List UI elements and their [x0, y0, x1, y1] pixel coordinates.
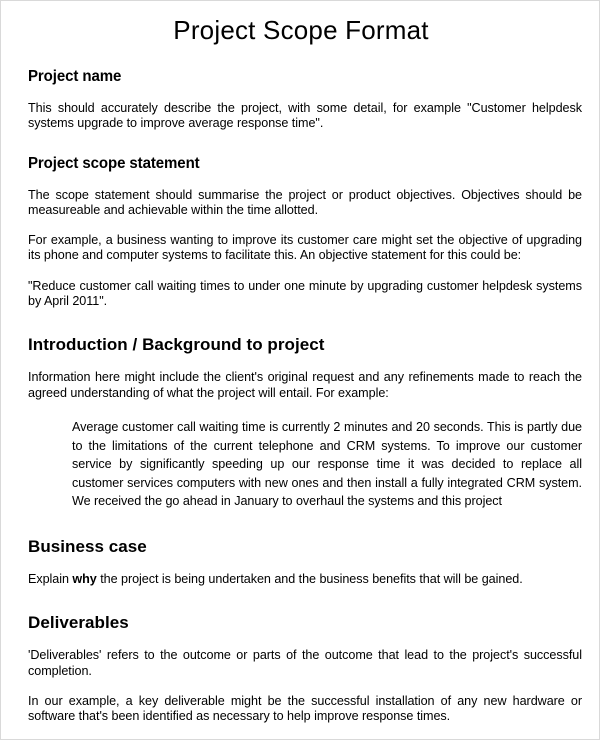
- section-heading-business-case: Business case: [28, 536, 147, 556]
- document-body: [1, 1, 599, 734]
- business-case-emphasis: why: [72, 571, 97, 586]
- paragraph-scope-statement-3: "Reduce customer call waiting times to under one minute by upgrading customer helpdesk systems by April 2011".: [28, 278, 582, 309]
- section-heading-project-scope-statement: Project scope statement: [28, 154, 200, 172]
- paragraph-project-name-1: This should accurately describe the project, with some detail, for example "Customer helpdesk systems upgrade to improve average response time".: [28, 101, 582, 131]
- page-title: Project Scope Format: [173, 15, 429, 45]
- paragraph-scope-statement-2: For example, a business wanting to improve its customer care might set the objective of upgrading its phone and computer systems to facilitate this. An objective statement for this could be:: [28, 233, 582, 263]
- paragraph-business-case-1: [28, 572, 582, 587]
- business-case-text-after: the project is being undertaken and the business benefits that will be gained.: [96, 571, 523, 586]
- paragraph-deliverables-1: 'Deliverables' refers to the outcome or parts of the outcome that lead to the project's successful completion.: [28, 648, 582, 678]
- example-quote-text: Average customer call waiting time is currently 2 minutes and 20 seconds. This is partly due to the limitations of the current telephone and CRM systems. To improve our customer service by significantly speeding up our response time it was decided to replace all customer services computers with new ones and then install a fully integrated CRM system. We received the go ahead in January to overhaul the systems and this project: [72, 419, 582, 509]
- business-case-text-before: Explain: [28, 571, 73, 586]
- example-quote-block: [28, 418, 582, 511]
- paragraph-deliverables-2: In our example, a key deliverable might be the successful installation of any new hardware or software that's been identified as necessary to help improve response times.: [28, 693, 582, 724]
- section-heading-introduction-background: Introduction / Background to project: [28, 335, 325, 355]
- paragraph-introduction-1: Information here might include the client's original request and any refinements made to reach the agreed understanding of what the project will entail. For example:: [28, 370, 582, 400]
- section-heading-deliverables: Deliverables: [28, 613, 129, 633]
- section-heading-project-name: Project name: [28, 68, 122, 85]
- paragraph-scope-statement-1: The scope statement should summarise the project or product objectives. Objectives should be measureable and achievable within the time allotted.: [28, 187, 582, 217]
